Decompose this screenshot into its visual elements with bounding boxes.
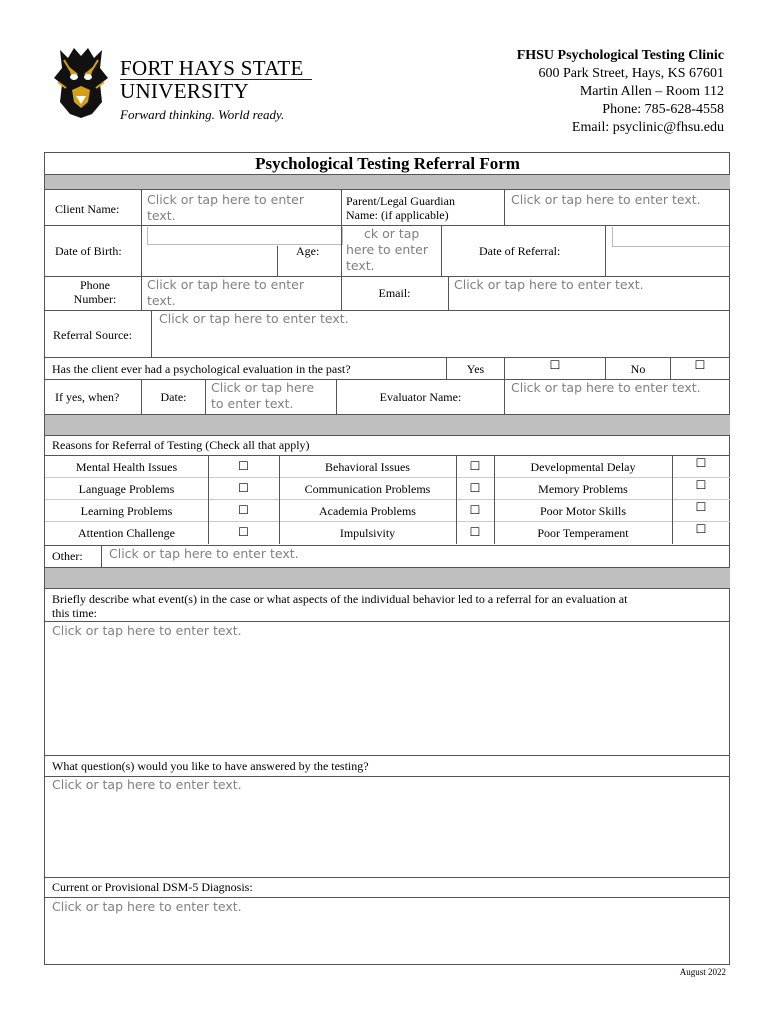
email-label: Email: bbox=[378, 286, 411, 300]
phone-input[interactable]: Click or tap here to enter text. bbox=[147, 277, 304, 308]
reason-label: Poor Motor Skills bbox=[539, 504, 626, 518]
reason-label: Developmental Delay bbox=[530, 460, 636, 474]
reason-label: Attention Challenge bbox=[78, 526, 175, 540]
reason-label: Learning Problems bbox=[80, 504, 173, 518]
logo-line-1: FORT HAYS STATE bbox=[120, 56, 304, 80]
footer-date: August 2022 bbox=[679, 967, 726, 977]
eval-date-input[interactable]: Click or tap here to enter text. bbox=[211, 380, 315, 411]
referral-source-input[interactable]: Click or tap here to enter text. bbox=[159, 311, 349, 326]
evaluator-label: Evaluator Name: bbox=[379, 390, 462, 404]
reason-checkbox[interactable]: ☐ bbox=[469, 503, 481, 517]
client-name-label: Client Name: bbox=[55, 202, 120, 216]
reason-checkbox[interactable]: ☐ bbox=[469, 459, 481, 473]
other-input[interactable]: Click or tap here to enter text. bbox=[109, 546, 299, 561]
questions-prompt: What question(s) would you like to have answered by the testing? bbox=[52, 759, 369, 773]
describe-input[interactable]: Click or tap here to enter text. bbox=[52, 623, 242, 638]
clinic-name: FHSU Psychological Testing Clinic bbox=[516, 48, 724, 63]
client-name-input[interactable]: Click or tap here to enter text. bbox=[147, 192, 304, 223]
university-logo bbox=[52, 42, 314, 126]
if-yes-label: If yes, when? bbox=[55, 390, 120, 404]
gray-band-1 bbox=[45, 175, 730, 189]
phone-label: Phone Number: bbox=[73, 278, 117, 306]
questions-input[interactable]: Click or tap here to enter text. bbox=[52, 777, 242, 792]
yes-checkbox[interactable]: ☐ bbox=[549, 358, 561, 372]
form-title: Psychological Testing Referral Form bbox=[255, 154, 520, 173]
clinic-address: 600 Park Street, Hays, KS 67601 bbox=[538, 66, 724, 81]
logo-line-2: UNIVERSITY bbox=[120, 79, 249, 103]
evaluator-name-input[interactable]: Click or tap here to enter text. bbox=[511, 380, 701, 395]
reason-checkbox[interactable]: ☐ bbox=[238, 459, 249, 473]
reason-checkbox[interactable]: ☐ bbox=[469, 481, 481, 495]
diagnosis-prompt: Current or Provisional DSM-5 Diagnosis: bbox=[52, 880, 253, 894]
reason-checkbox[interactable]: ☐ bbox=[695, 522, 707, 536]
diagnosis-input[interactable]: Click or tap here to enter text. bbox=[52, 899, 242, 914]
dob-input[interactable] bbox=[147, 227, 343, 245]
reason-checkbox[interactable]: ☐ bbox=[469, 525, 481, 539]
no-label: No bbox=[630, 362, 646, 376]
yes-label: Yes bbox=[466, 362, 485, 376]
reason-label: Impulsivity bbox=[339, 526, 396, 540]
reason-label: Academia Problems bbox=[319, 504, 416, 518]
no-checkbox[interactable]: ☐ bbox=[694, 358, 706, 372]
reason-checkbox[interactable]: ☐ bbox=[238, 503, 249, 517]
reason-label: Communication Problems bbox=[304, 482, 431, 496]
reason-label: Poor Temperament bbox=[537, 526, 629, 540]
clinic-phone: Phone: 785-628-4558 bbox=[602, 102, 724, 117]
logo-tagline: Forward thinking. World ready. bbox=[120, 107, 285, 122]
other-label: Other: bbox=[52, 549, 83, 563]
reasons-heading: Reasons for Referral of Testing (Check all that apply) bbox=[52, 438, 310, 452]
gray-band-3 bbox=[45, 568, 730, 588]
reason-label: Memory Problems bbox=[538, 482, 628, 496]
describe-prompt: Briefly describe what event(s) in the case or what aspects of the individual behavior led to a referral for an evaluation at this time: bbox=[52, 592, 628, 620]
clinic-info bbox=[517, 47, 724, 137]
reason-checkbox[interactable]: ☐ bbox=[238, 525, 249, 539]
tiger-mascot-icon bbox=[52, 44, 110, 120]
guardian-name-input[interactable]: Click or tap here to enter text. bbox=[511, 192, 701, 207]
clinic-contact: Martin Allen – Room 112 bbox=[579, 84, 724, 99]
gray-band-2 bbox=[45, 415, 730, 435]
referral-source-label: Referral Source: bbox=[53, 328, 132, 342]
reason-label: Mental Health Issues bbox=[75, 460, 178, 474]
date-label: Date: bbox=[160, 390, 187, 404]
prior-eval-question: Has the client ever had a psychological evaluation in the past? bbox=[52, 362, 351, 376]
date-of-referral-label: Date of Referral: bbox=[479, 244, 561, 258]
guardian-label: Parent/Legal Guardian Name: (if applicable) bbox=[346, 194, 455, 222]
clinic-email: Email: psyclinic@fhsu.edu bbox=[571, 120, 724, 135]
dob-label: Date of Birth: bbox=[55, 244, 122, 258]
email-input[interactable]: Click or tap here to enter text. bbox=[454, 277, 644, 292]
reason-checkbox[interactable]: ☐ bbox=[695, 456, 707, 470]
reason-checkbox[interactable]: ☐ bbox=[695, 500, 707, 514]
age-input[interactable]: ck or tap here to enter text. bbox=[346, 226, 429, 273]
date-of-referral-input[interactable] bbox=[612, 227, 729, 247]
reason-label: Behavioral Issues bbox=[325, 460, 410, 474]
reason-checkbox[interactable]: ☐ bbox=[238, 481, 249, 495]
reason-checkbox[interactable]: ☐ bbox=[695, 478, 707, 492]
age-label: Age: bbox=[296, 244, 320, 258]
reason-label: Language Problems bbox=[78, 482, 175, 496]
